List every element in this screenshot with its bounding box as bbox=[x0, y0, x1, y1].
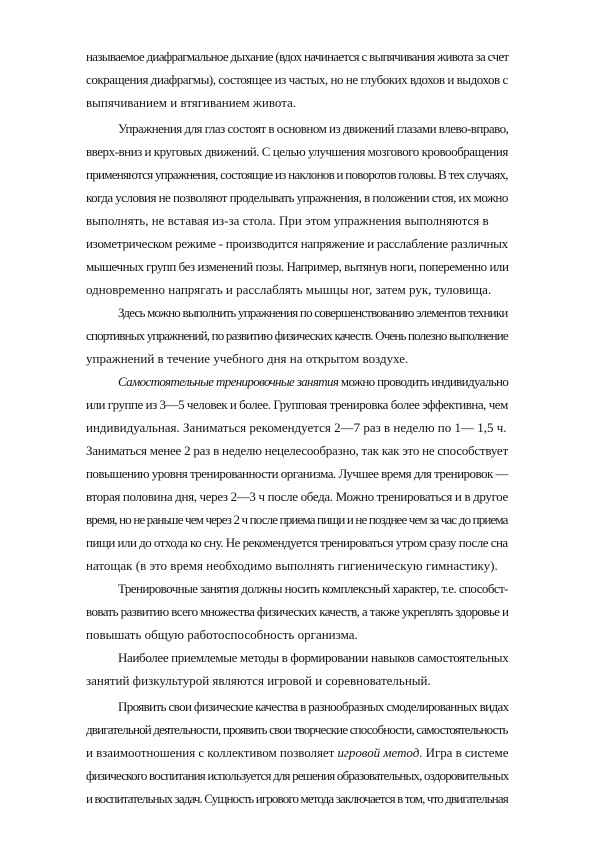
text-line: мышечных групп без изменений позы. Например, вытянув ноги, попеременно или bbox=[86, 259, 509, 274]
text-line: повышению уровня тренированности организма. Лучшее время для тренировок — bbox=[86, 466, 509, 481]
paragraph-start-line bbox=[118, 374, 508, 389]
text-line: время, но не раньше чем через 2 ч после приема пищи и не позднее чем за час до приема bbox=[86, 512, 508, 527]
text-line: двигательной деятельности, проявить свои творческие способности, самостоятельность bbox=[86, 722, 508, 737]
italic-term: игровой метод bbox=[337, 745, 420, 760]
text-line: натощак (в это время необходимо выполнять гигиеническую гимнастику). bbox=[86, 558, 498, 573]
text-line: или группе из 3—5 человек и более. Групповая тренировка более эффективна, чем bbox=[86, 397, 508, 412]
text-line: выполнять, не вставая из-за стола. При этом упражнения выполняются в bbox=[86, 213, 489, 228]
text-line: и воспитательных задач. Сущность игрового метода заключается в том, что двигательная bbox=[86, 791, 508, 806]
text-line: изометрическом режиме - производится напряжение и расслабление различных bbox=[86, 236, 508, 251]
italic-term: Самостоятельные тренировочные занятия bbox=[118, 374, 339, 389]
paragraph-start-line: Проявить свои физические качества в разнообразных смоделированных видах bbox=[118, 699, 509, 714]
paragraph-start-line: Наиболее приемлемые методы в формировании навыков самостоятельных bbox=[118, 650, 509, 665]
text-line: Заниматься менее 2 раз в неделю нецелесообразно, так как это не способствует bbox=[86, 443, 508, 458]
text-line: физического воспитания используется для решения образовательных, оздоровительных bbox=[86, 768, 509, 783]
text-line: пищи или до отхода ко сну. Не рекомендуется тренироваться утром сразу после сна bbox=[86, 535, 508, 550]
text-line bbox=[86, 745, 508, 760]
paragraph-start-line: Здесь можно выполнить упражнения по совершенствованию элементов техники bbox=[118, 305, 508, 320]
text-line: упражнений в течение учебного дня на открытом воздухе. bbox=[86, 351, 409, 366]
text-line: сокращения диафрагмы), состоящее из частых, но не глубоких вдохов и выдохов с bbox=[86, 72, 508, 87]
text-line: вовать развитию всего множества физических качеств, а также укреплять здоровье и bbox=[86, 604, 509, 619]
text-line: выпячиванием и втягиванием живота. bbox=[86, 95, 297, 110]
text-run: можно проводить индивидуально bbox=[338, 374, 509, 389]
text-line: вторая половина дня, через 2—3 ч после обеда. Можно тренироваться и в другое bbox=[86, 489, 508, 504]
text-run: и взаимоотношения с коллективом позволяет bbox=[86, 745, 338, 760]
paragraph-start-line: Упражнения для глаз состоят в основном из движений глазами влево-вправо, bbox=[118, 121, 509, 136]
text-line: применяются упражнения, состоящие из наклонов и поворотов головы. В тех случаях, bbox=[86, 167, 508, 182]
text-line: повышать общую работоспособность организма. bbox=[86, 627, 358, 642]
text-line: называемое диафрагмальное дыхание (вдох начинается с выпячивания живота за счет bbox=[86, 49, 509, 64]
text-run: . Игра в системе bbox=[419, 745, 509, 760]
text-line: спортивных упражнений, по развитию физических качеств. Очень полезно выполнение bbox=[86, 328, 508, 343]
text-line: вверх-вниз и круговых движений. С целью улучшения мозгового кровообращения bbox=[86, 144, 508, 159]
paragraph-start-line: Тренировочные занятия должны носить комплексный характер, т.е. способст- bbox=[118, 581, 508, 596]
text-line: занятий физкультурой являются игровой и соревновательный. bbox=[86, 673, 431, 688]
text-line: когда условия не позволяют проделывать упражнения, в положении стоя, их можно bbox=[86, 190, 508, 205]
text-line: одновременно напрягать и расслаблять мышцы ног, затем рук, туловища. bbox=[86, 282, 492, 297]
text-line: индивидуальная. Заниматься рекомендуется 2—7 раз в неделю по 1— 1,5 ч. bbox=[86, 420, 507, 435]
